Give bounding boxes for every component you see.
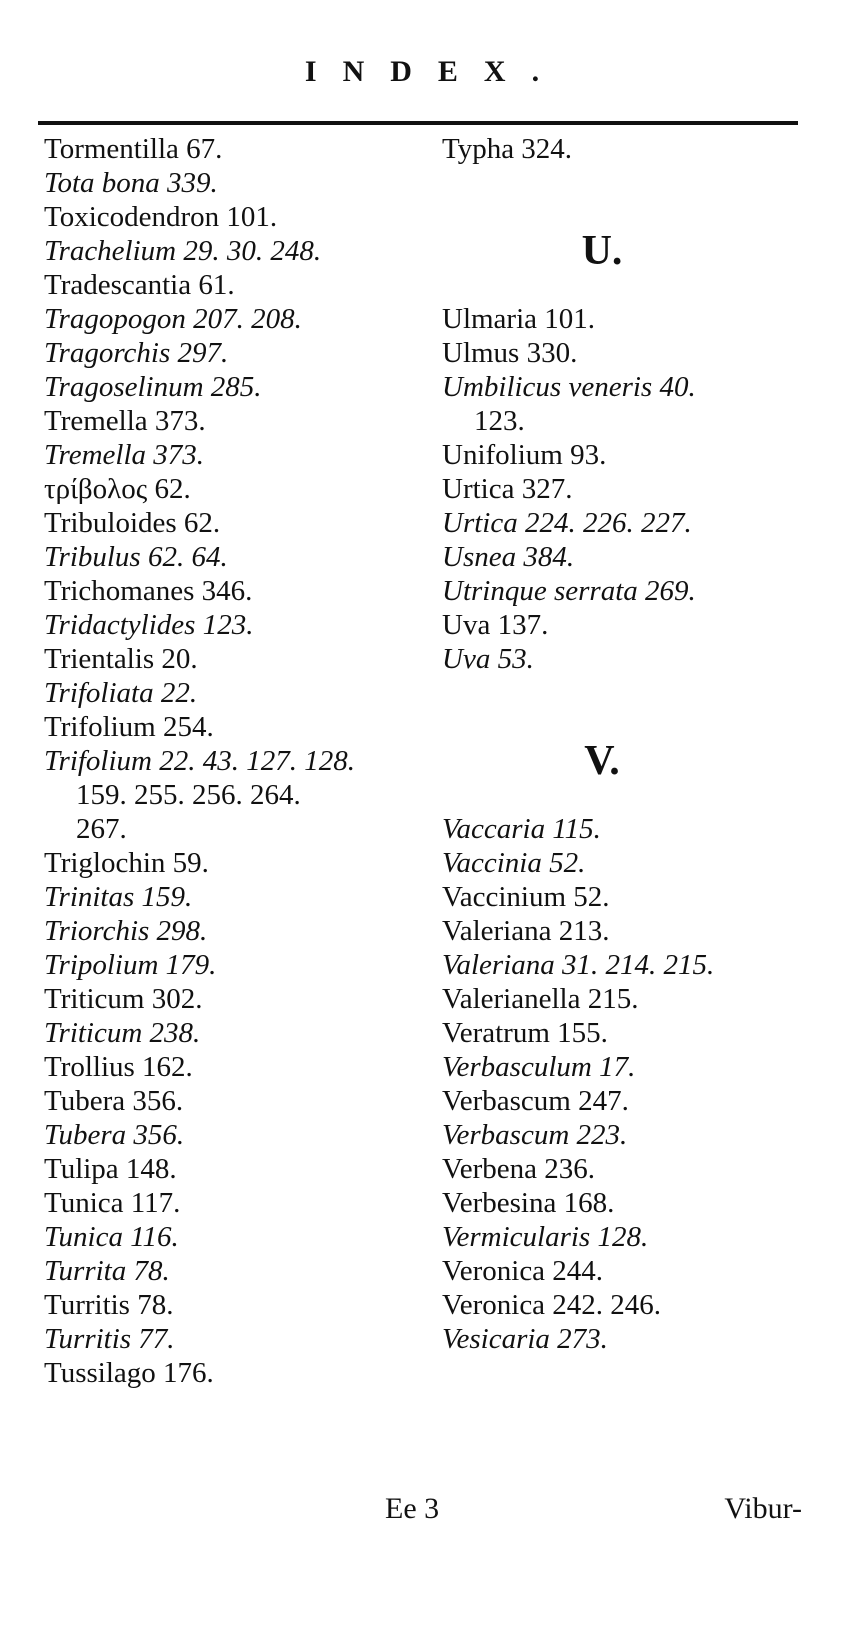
index-entry: Triorchis 298. bbox=[44, 915, 208, 947]
index-entry: Vaccaria 115. bbox=[442, 813, 601, 845]
index-entry: Valerianella 215. bbox=[442, 983, 639, 1015]
left-column bbox=[44, 132, 414, 1390]
index-entry: Turrita 78. bbox=[44, 1255, 170, 1287]
index-entry: Trifoliata 22. bbox=[44, 677, 198, 709]
index-entry: Utrinque serrata 269. bbox=[442, 575, 696, 607]
index-entry: Tunica 116. bbox=[44, 1221, 179, 1253]
index-entry: Tridactylides 123. bbox=[44, 609, 254, 641]
index-entry: Veronica 244. bbox=[442, 1255, 604, 1287]
index-entry-continuation: 123. bbox=[474, 405, 525, 437]
right-top-entries bbox=[442, 132, 822, 166]
index-entry: Verbesina 168. bbox=[442, 1187, 615, 1219]
index-entry: Tremella 373. bbox=[44, 405, 206, 437]
index-entry: Verbascum 223. bbox=[442, 1119, 628, 1151]
index-entry: Tribuloides 62. bbox=[44, 507, 221, 539]
index-entry: Tragorchis 297. bbox=[44, 337, 229, 369]
index-entry: Trifolium 254. bbox=[44, 711, 214, 743]
index-entry: Tulipa 148. bbox=[44, 1153, 177, 1185]
index-entry: Tremella 373. bbox=[44, 439, 205, 471]
index-entry: Tota bona 339. bbox=[44, 167, 218, 199]
index-entry: Tragoselinum 285. bbox=[44, 371, 262, 403]
index-entry: Trollius 162. bbox=[44, 1051, 193, 1083]
index-entry: Tribulus 62. 64. bbox=[44, 541, 228, 573]
index-entry: Tubera 356. bbox=[44, 1119, 185, 1151]
index-entry: Tunica 117. bbox=[44, 1187, 181, 1219]
signature-mark: Ee 3 bbox=[385, 1492, 440, 1525]
page-footer bbox=[0, 1492, 850, 1532]
index-entry: Ulmus 330. bbox=[442, 337, 578, 369]
index-entry: Typha 324. bbox=[442, 133, 573, 165]
index-entry: Trinitas 159. bbox=[44, 881, 193, 913]
index-entry: Verbena 236. bbox=[442, 1153, 596, 1185]
index-entry: Triglochin 59. bbox=[44, 847, 209, 879]
index-entry: Verbasculum 17. bbox=[442, 1051, 636, 1083]
index-entry: Trifolium 22. 43. 127. 128. bbox=[44, 745, 355, 777]
index-entry: Triticum 302. bbox=[44, 983, 203, 1015]
index-entry: Valeriana 213. bbox=[442, 915, 610, 947]
index-entry: Uva 53. bbox=[442, 643, 534, 675]
section-letter-v: V. bbox=[584, 738, 620, 784]
index-entry: Veratrum 155. bbox=[442, 1017, 608, 1049]
index-entry: Urtica 224. 226. 227. bbox=[442, 507, 692, 539]
index-entry: Verbascum 247. bbox=[442, 1085, 629, 1117]
index-entry: Trientalis 20. bbox=[44, 643, 198, 675]
index-entry: Turritis 78. bbox=[44, 1289, 174, 1321]
index-entry: Tragopogon 207. 208. bbox=[44, 303, 302, 335]
index-entry: Tormentilla 67. bbox=[44, 133, 223, 165]
index-entry: Tubera 356. bbox=[44, 1085, 184, 1117]
index-entry: Usnea 384. bbox=[442, 541, 575, 573]
catchword: Vibur- bbox=[724, 1492, 802, 1525]
index-entry: Triticum 238. bbox=[44, 1017, 201, 1049]
index-entry: Vaccinia 52. bbox=[442, 847, 586, 879]
index-entry: Vermicularis 128. bbox=[442, 1221, 649, 1253]
index-entry: Toxicodendron 101. bbox=[44, 201, 278, 233]
index-entry: τρίβολος 62. bbox=[44, 473, 191, 505]
index-entry: Tradescantia 61. bbox=[44, 269, 235, 301]
index-entry: Urtica 327. bbox=[442, 473, 573, 505]
page-title: INDEX. bbox=[304, 55, 566, 88]
index-entry: Ulmaria 101. bbox=[442, 303, 596, 335]
index-entry: Umbilicus veneris 40. bbox=[442, 371, 696, 403]
index-entry: Uva 137. bbox=[442, 609, 549, 641]
index-entry: Turritis 77. bbox=[44, 1323, 175, 1355]
index-entry: Vaccinium 52. bbox=[442, 881, 610, 913]
section-u-entries bbox=[442, 302, 822, 676]
index-entry: Tripolium 179. bbox=[44, 949, 217, 981]
index-entry: Tussilago 176. bbox=[44, 1357, 214, 1389]
index-entry: Unifolium 93. bbox=[442, 439, 607, 471]
index-entry: Vesicaria 273. bbox=[442, 1323, 608, 1355]
index-entry: Trachelium 29. 30. 248. bbox=[44, 235, 322, 267]
index-entry: Veronica 242. 246. bbox=[442, 1289, 662, 1321]
index-entry-continuation: 159. 255. 256. 264. bbox=[76, 779, 301, 811]
right-column bbox=[442, 132, 822, 1356]
section-v-entries bbox=[442, 812, 822, 1356]
header-rule bbox=[38, 121, 798, 125]
index-entry: Trichomanes 346. bbox=[44, 575, 253, 607]
index-entry-continuation: 267. bbox=[76, 813, 127, 845]
index-entry: Valeriana 31. 214. 215. bbox=[442, 949, 715, 981]
section-letter-u: U. bbox=[581, 228, 623, 274]
